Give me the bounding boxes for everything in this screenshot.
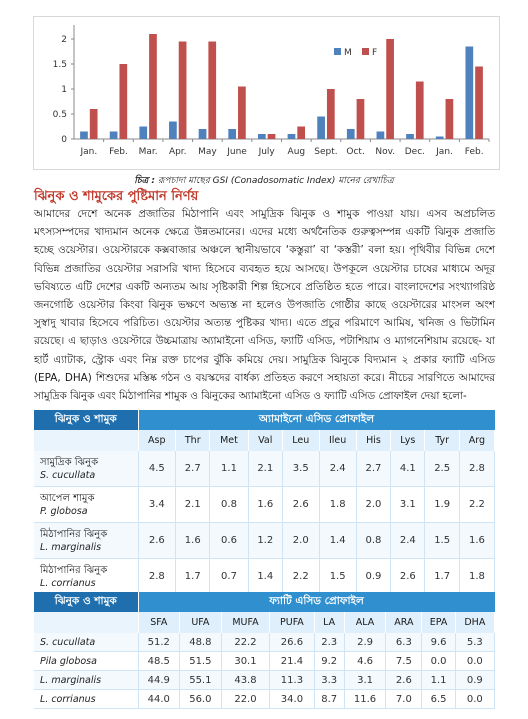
fatty-col-la: LA bbox=[314, 612, 344, 633]
amino-value-cell: 2.1 bbox=[176, 487, 210, 523]
section-title: ঝিনুক ও শামুকের পুষ্টিমান নির্ণয় bbox=[34, 189, 199, 204]
y-tick-label: 1 bbox=[61, 85, 67, 95]
amino-value-cell: 1.8 bbox=[319, 487, 356, 523]
amino-col-arg: Arg bbox=[459, 430, 494, 451]
gsi-bar-chart bbox=[34, 17, 499, 169]
amino-value-cell: 2.2 bbox=[282, 559, 319, 595]
amino-col-val: Val bbox=[248, 430, 282, 451]
fatty-value-cell: 56.0 bbox=[180, 690, 222, 709]
bar-m-8 bbox=[317, 117, 325, 140]
fatty-species-cell bbox=[34, 690, 138, 709]
amino-value-cell: 4.5 bbox=[138, 451, 176, 487]
caption-label: চিত্র : bbox=[134, 176, 155, 186]
amino-value-cell: 0.8 bbox=[210, 487, 248, 523]
fatty-value-cell: 44.0 bbox=[138, 690, 180, 709]
fatty-value-cell: 43.8 bbox=[221, 671, 270, 690]
bar-m-5 bbox=[228, 129, 236, 139]
fatty-col-ara: ARA bbox=[386, 612, 422, 633]
amino-value-cell: 2.7 bbox=[176, 451, 210, 487]
amino-acid-table bbox=[34, 410, 495, 595]
bar-m-9 bbox=[347, 129, 355, 139]
fatty-col-ufa: UFA bbox=[180, 612, 222, 633]
y-tick-label: 1.5 bbox=[52, 60, 67, 70]
fatty-col-epa: EPA bbox=[422, 612, 455, 633]
x-tick-label: Oct. bbox=[346, 147, 365, 157]
fatty-blank-cell bbox=[34, 612, 138, 633]
bar-m-4 bbox=[199, 129, 207, 139]
body-paragraph: আমাদের দেশে অনেক প্রজাতির মিঠাপানি এবং সামুদ্রিক ঝিনুক ও শামুক পাওয়া যায়। এসব অপ্রচলিত মৎস্যসম্পদের খাদ্যমান অনেক ক্ষেত্রে উন্নতমানের। এদের মধ্যে অর্থনৈতিক গুরুত্বসম্পন্ন একটি ঝিনুক প্রজাতি হচ্ছে ওয়েস্টার। ওয়েস্টারকে কক্সবাজার অঞ্চলে স্থানীয়ভাবে ‘কস্তুরা’ বা ‘কস্তরী’ বলা হয়। পৃথিবীর বিভিন্ন দেশে বিভিন্ন প্রজাতির ওয়েস্টার সরাসরি খাদ্য হিসেবে ব্যবহৃত হয়ে আসছে। উপকূলে ওয়েস্টার চাষের মাধ্যমে অদূর ভবিষ্যতে এটি দেশের একটি অন্যতম আয় সৃষ্টিকারী শিল্প হিসেবে প্রতিষ্ঠিত হতে পারে। বাংলাদেশের সংখ্যাগরিষ্ঠ জনগোষ্ঠি ওয়েস্টার কিংবা ঝিনুক ভক্ষণে অভ্যস্ত না হলেও উপজাতি গোষ্ঠীর কাছে ওয়েস্টারের মাংসল অংশ সুস্বাদু খাবার হিসেবে পরিচিত। ওয়েস্টার অত্যন্ত পুষ্টিকর খাদ্য। এতে প্রচুর পরিমাণে আমিষ, খনিজ ও ভিটামিন রয়েছে। এ ছাড়াও ওয়েস্টারে উচ্চমাত্রায় অ্যামাইনো এসিড, ফ্যাটি এসিড, পটাশিয়াম ও ম্যাগনেশিয়াম রয়েছে- যা হার্ট এ্যাটাক, স্ট্রোক এবং নিম্ন রক্ত চাপের ঝুঁকি কমিয়ে দেয়। সামুদ্রিক ঝিনুকে বিদ্যমান ২ প্রকার ফ্যাটি এসিড (EPA, DHA) শিশুদের মস্তিষ্ক গঠন ও বয়স্কদের বার্ধক্য প্রতিহত করণে সহায়তা করে। নীচের সারণিতে আমাদের সামুদ্রিক ঝিনুক এবং মিঠাপানির শামুক ও ঝিনুকের অ্যামাইনো এসিড ও ফ্যাটি এসিড প্রোফাইল দেয়া হলো- bbox=[34, 208, 495, 403]
fatty-value-cell: 22.0 bbox=[221, 690, 270, 709]
amino-value-cell: 1.5 bbox=[425, 523, 459, 559]
bar-m-12 bbox=[436, 137, 444, 140]
amino-value-cell: 1.4 bbox=[319, 523, 356, 559]
amino-column-row bbox=[34, 430, 495, 451]
amino-species-sci-name: L. marginalis bbox=[40, 541, 102, 553]
fatty-value-cell: 3.1 bbox=[344, 671, 386, 690]
amino-value-cell: 3.5 bbox=[282, 451, 319, 487]
fatty-value-cell: 2.3 bbox=[314, 633, 344, 652]
amino-col-thr: Thr bbox=[176, 430, 210, 451]
amino-value-cell: 1.1 bbox=[210, 451, 248, 487]
amino-name-header: ঝিনুক ও শামুক bbox=[34, 410, 138, 430]
x-tick-label: Jan. bbox=[436, 147, 453, 157]
fatty-col-sfa: SFA bbox=[138, 612, 180, 633]
fatty-value-cell: 48.8 bbox=[180, 633, 222, 652]
bar-m-2 bbox=[139, 127, 147, 140]
bar-f-7 bbox=[297, 127, 305, 140]
bar-f-11 bbox=[416, 82, 424, 140]
x-tick-label: Aug bbox=[287, 147, 306, 157]
fatty-header-row bbox=[34, 592, 495, 612]
fatty-species-cell bbox=[34, 652, 138, 671]
amino-value-cell: 2.8 bbox=[459, 451, 494, 487]
amino-header-row bbox=[34, 410, 495, 430]
amino-value-cell: 1.8 bbox=[459, 559, 494, 595]
fatty-value-cell: 11.3 bbox=[270, 671, 314, 690]
amino-species-cell bbox=[34, 487, 138, 523]
fatty-value-cell: 1.1 bbox=[422, 671, 455, 690]
amino-value-cell: 2.5 bbox=[425, 451, 459, 487]
x-tick-label: Feb. bbox=[109, 147, 128, 157]
x-tick-label: Sept. bbox=[314, 147, 338, 157]
amino-value-cell: 2.6 bbox=[138, 523, 176, 559]
legend-swatch-f bbox=[362, 48, 369, 55]
fatty-species-cell bbox=[34, 671, 138, 690]
bar-m-3 bbox=[169, 122, 177, 140]
fatty-value-cell: 4.6 bbox=[344, 652, 386, 671]
fatty-column-row bbox=[34, 612, 495, 633]
amino-value-cell: 0.6 bbox=[210, 523, 248, 559]
amino-species-sci-name: P. globosa bbox=[40, 505, 88, 517]
amino-col-his: His bbox=[356, 430, 390, 451]
amino-value-cell: 1.7 bbox=[176, 559, 210, 595]
fatty-species-cell bbox=[34, 633, 138, 652]
fatty-value-cell: 6.5 bbox=[422, 690, 455, 709]
amino-value-cell: 0.9 bbox=[356, 559, 390, 595]
fatty-group-header: ফ্যাটি এসিড প্রোফাইল bbox=[138, 592, 495, 612]
legend-swatch-m bbox=[334, 48, 341, 55]
fatty-value-cell: 26.6 bbox=[270, 633, 314, 652]
amino-species-sci-name: L. corrianus bbox=[40, 577, 96, 589]
fatty-value-cell: 9.2 bbox=[314, 652, 344, 671]
bar-f-12 bbox=[446, 99, 454, 139]
amino-species-name: মিঠাপানির ঝিনুক bbox=[40, 564, 108, 576]
bar-f-5 bbox=[238, 87, 246, 140]
bar-f-13 bbox=[475, 67, 483, 140]
fatty-table-row bbox=[34, 671, 495, 690]
fatty-name-header: ঝিনুক ও শামুক bbox=[34, 592, 138, 612]
amino-value-cell: 1.6 bbox=[176, 523, 210, 559]
amino-value-cell: 3.1 bbox=[391, 487, 425, 523]
amino-value-cell: 3.4 bbox=[138, 487, 176, 523]
y-tick-label: 0.5 bbox=[52, 110, 67, 120]
fatty-value-cell: 9.6 bbox=[422, 633, 455, 652]
bar-m-0 bbox=[80, 132, 88, 140]
x-tick-label: Apr. bbox=[168, 147, 187, 157]
bar-m-6 bbox=[258, 134, 266, 139]
y-tick-label: 2 bbox=[61, 35, 67, 45]
fatty-value-cell: 51.5 bbox=[180, 652, 222, 671]
fatty-species-name: L. corrianus bbox=[40, 693, 96, 705]
fatty-value-cell: 6.3 bbox=[386, 633, 422, 652]
amino-species-cell bbox=[34, 451, 138, 487]
amino-blank-cell bbox=[34, 430, 138, 451]
fatty-value-cell: 51.2 bbox=[138, 633, 180, 652]
x-tick-label: Feb. bbox=[464, 147, 484, 157]
amino-species-cell bbox=[34, 523, 138, 559]
fatty-value-cell: 22.2 bbox=[221, 633, 270, 652]
amino-col-tyr: Tyr bbox=[425, 430, 459, 451]
fatty-acid-table bbox=[34, 592, 495, 709]
fatty-value-cell: 55.1 bbox=[180, 671, 222, 690]
fatty-col-pufa: PUFA bbox=[270, 612, 314, 633]
amino-table-row bbox=[34, 451, 495, 487]
bar-m-13 bbox=[465, 47, 473, 140]
amino-value-cell: 2.4 bbox=[319, 451, 356, 487]
amino-table-row bbox=[34, 487, 495, 523]
fatty-value-cell: 3.3 bbox=[314, 671, 344, 690]
fatty-col-dha: DHA bbox=[455, 612, 494, 633]
x-tick-label: Mar. bbox=[138, 147, 158, 157]
fatty-value-cell: 0.9 bbox=[455, 671, 494, 690]
amino-species-name: আপেল শামুক bbox=[40, 492, 95, 504]
fatty-value-cell: 44.9 bbox=[138, 671, 180, 690]
amino-group-header: অ্যামাইনো এসিড প্রোফাইল bbox=[138, 410, 495, 430]
fatty-value-cell: 7.0 bbox=[386, 690, 422, 709]
fatty-species-name: L. marginalis bbox=[40, 674, 102, 686]
amino-value-cell: 2.6 bbox=[282, 487, 319, 523]
bar-f-3 bbox=[179, 42, 187, 140]
amino-value-cell: 1.6 bbox=[248, 487, 282, 523]
bar-f-10 bbox=[386, 39, 394, 139]
amino-species-name: মিঠাপানির ঝিনুক bbox=[40, 528, 108, 540]
gsi-chart-frame bbox=[33, 16, 500, 170]
fatty-value-cell: 2.6 bbox=[386, 671, 422, 690]
amino-value-cell: 1.7 bbox=[425, 559, 459, 595]
x-tick-label: June bbox=[227, 147, 247, 157]
bar-f-1 bbox=[119, 64, 127, 139]
fatty-table-row bbox=[34, 652, 495, 671]
amino-value-cell: 2.8 bbox=[138, 559, 176, 595]
amino-value-cell: 4.1 bbox=[391, 451, 425, 487]
amino-value-cell: 2.6 bbox=[391, 559, 425, 595]
amino-species-sci-name: S. cucullata bbox=[40, 469, 96, 481]
chart-caption bbox=[0, 173, 528, 188]
fatty-value-cell: 48.5 bbox=[138, 652, 180, 671]
amino-col-lys: Lys bbox=[391, 430, 425, 451]
fatty-value-cell: 0.0 bbox=[455, 652, 494, 671]
y-tick-label: 0 bbox=[61, 135, 67, 145]
amino-value-cell: 1.5 bbox=[319, 559, 356, 595]
bar-m-7 bbox=[288, 134, 296, 139]
fatty-value-cell: 0.0 bbox=[422, 652, 455, 671]
amino-table-row bbox=[34, 559, 495, 595]
fatty-col-mufa: MUFA bbox=[221, 612, 270, 633]
fatty-table-row bbox=[34, 633, 495, 652]
amino-value-cell: 1.6 bbox=[459, 523, 494, 559]
amino-col-ileu: Ileu bbox=[319, 430, 356, 451]
bar-f-8 bbox=[327, 89, 335, 139]
amino-col-asp: Asp bbox=[138, 430, 176, 451]
fatty-species-name: Pila globosa bbox=[40, 655, 97, 667]
caption-text: রূপচাদা মাছের GSI (Conadosomatic Index) মানের রেখাচিত্র bbox=[157, 176, 394, 186]
x-tick-label: Dec. bbox=[404, 147, 426, 157]
bar-f-2 bbox=[149, 34, 157, 139]
x-tick-label: Jan. bbox=[80, 147, 98, 157]
amino-col-met: Met bbox=[210, 430, 248, 451]
amino-table-row bbox=[34, 523, 495, 559]
amino-value-cell: 2.4 bbox=[391, 523, 425, 559]
amino-value-cell: 1.2 bbox=[248, 523, 282, 559]
bar-m-10 bbox=[377, 132, 385, 140]
fatty-value-cell: 34.0 bbox=[270, 690, 314, 709]
fatty-value-cell: 11.6 bbox=[344, 690, 386, 709]
amino-value-cell: 0.7 bbox=[210, 559, 248, 595]
amino-col-leu: Leu bbox=[282, 430, 319, 451]
fatty-value-cell: 21.4 bbox=[270, 652, 314, 671]
x-tick-label: May bbox=[198, 147, 217, 157]
amino-value-cell: 2.0 bbox=[282, 523, 319, 559]
x-tick-label: Nov. bbox=[375, 147, 396, 157]
fatty-col-ala: ALA bbox=[344, 612, 386, 633]
amino-value-cell: 2.2 bbox=[459, 487, 494, 523]
fatty-value-cell: 7.5 bbox=[386, 652, 422, 671]
bar-f-4 bbox=[208, 42, 216, 140]
bar-m-1 bbox=[110, 132, 118, 140]
amino-value-cell: 2.0 bbox=[356, 487, 390, 523]
amino-species-name: সামুদ্রিক ঝিনুক bbox=[40, 456, 99, 468]
x-tick-label: July bbox=[258, 147, 275, 157]
legend-label-f: F bbox=[372, 48, 378, 58]
amino-value-cell: 0.8 bbox=[356, 523, 390, 559]
amino-species-cell bbox=[34, 559, 138, 595]
bar-f-6 bbox=[268, 134, 276, 139]
bar-f-9 bbox=[357, 99, 365, 139]
bar-f-0 bbox=[90, 109, 98, 139]
amino-value-cell: 2.7 bbox=[356, 451, 390, 487]
fatty-value-cell: 2.9 bbox=[344, 633, 386, 652]
fatty-value-cell: 5.3 bbox=[455, 633, 494, 652]
amino-value-cell: 1.9 bbox=[425, 487, 459, 523]
fatty-species-name: S. cucullata bbox=[40, 636, 96, 648]
bar-m-11 bbox=[406, 134, 414, 139]
fatty-value-cell: 0.0 bbox=[455, 690, 494, 709]
amino-value-cell: 1.4 bbox=[248, 559, 282, 595]
fatty-value-cell: 8.7 bbox=[314, 690, 344, 709]
fatty-table-row bbox=[34, 690, 495, 709]
legend-label-m: M bbox=[344, 48, 352, 58]
fatty-value-cell: 30.1 bbox=[221, 652, 270, 671]
amino-value-cell: 2.1 bbox=[248, 451, 282, 487]
